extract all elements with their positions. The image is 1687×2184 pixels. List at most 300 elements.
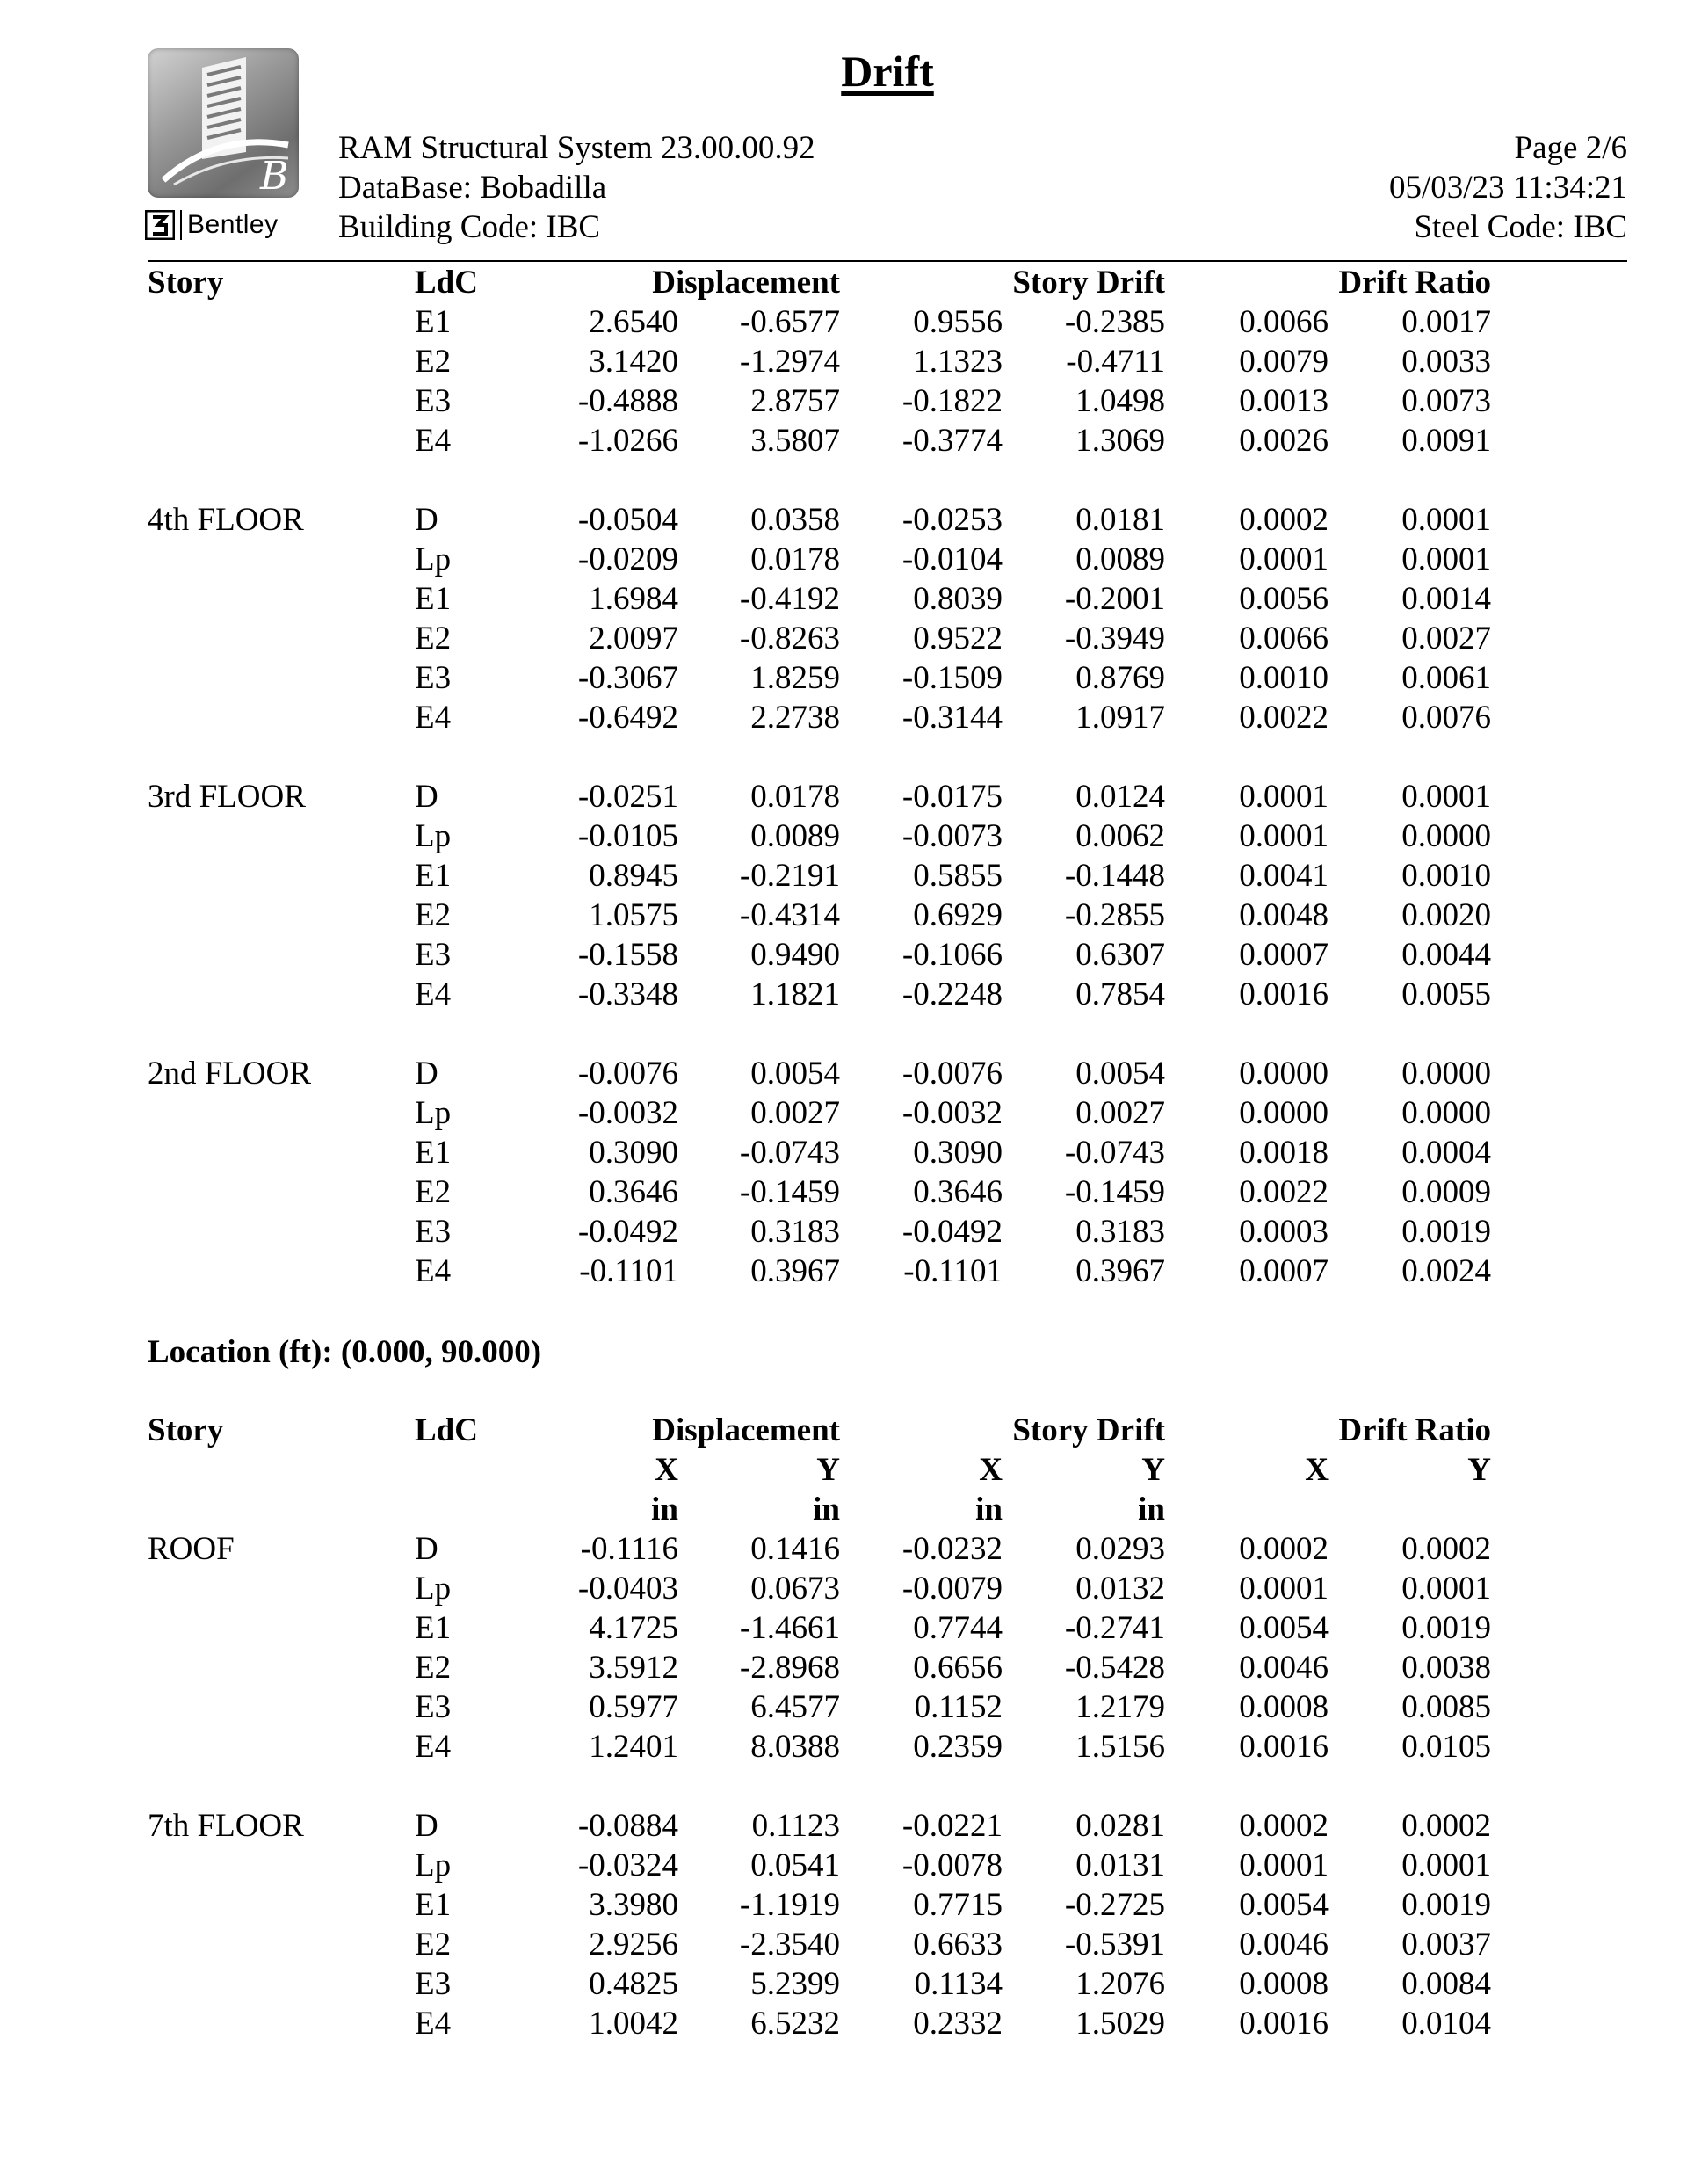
- drift-x-value: 0.6656: [913, 1650, 1003, 1686]
- drift-x-value: 0.1134: [914, 1966, 1003, 2002]
- disp-x-value: -0.0324: [577, 1847, 678, 1883]
- ratio-y-value: 0.0002: [1401, 1808, 1491, 1844]
- table-row: [0, 658, 1687, 698]
- drift-y-value: 0.0124: [1075, 779, 1165, 815]
- ratio-y-value: 0.0038: [1401, 1650, 1491, 1686]
- table-row: [0, 1806, 1687, 1846]
- load-case: E1: [415, 1887, 452, 1923]
- col-displacement: Displacement: [652, 265, 840, 301]
- disp-y-value: 0.1416: [750, 1531, 840, 1567]
- disp-x-value: 1.0042: [589, 2006, 678, 2042]
- drift-x-value: 0.7715: [913, 1887, 1003, 1923]
- drift-x-value: 0.3646: [913, 1174, 1003, 1210]
- drift-y-value: 0.0054: [1075, 1056, 1165, 1092]
- disp-y-value: 0.0027: [750, 1095, 840, 1131]
- table-row: [0, 975, 1687, 1014]
- load-case: E3: [415, 1966, 452, 2002]
- table-row: [0, 816, 1687, 856]
- disp-y-value: 3.5807: [750, 423, 840, 459]
- table2-header: [0, 1411, 1687, 1450]
- disp-x-value: 0.8945: [589, 858, 678, 894]
- page-number: Page 2/6: [1514, 130, 1627, 166]
- ratio-y-value: 0.0020: [1401, 897, 1491, 933]
- table-row: [0, 856, 1687, 896]
- col-story: Story: [148, 265, 224, 301]
- story-name: 7th FLOOR: [148, 1808, 304, 1844]
- drift-y-value: 0.0281: [1075, 1808, 1165, 1844]
- disp-x-value: -0.3067: [577, 660, 678, 696]
- disp-y-value: 6.5232: [750, 2006, 840, 2042]
- load-case: E2: [415, 1650, 452, 1686]
- table-row: [0, 1054, 1687, 1093]
- disp-x-value: -0.1558: [577, 937, 678, 973]
- ratio-y-value: 0.0105: [1401, 1729, 1491, 1765]
- ratio-x-value: 0.0008: [1239, 1966, 1329, 2002]
- ratio-x-value: 0.0026: [1239, 423, 1329, 459]
- ratio-x-value: 0.0079: [1239, 344, 1329, 380]
- disp-y-value: -1.1919: [739, 1887, 840, 1923]
- page-title: Drift: [841, 47, 934, 96]
- brand-separator: [180, 210, 182, 240]
- ratio-y-value: 0.0091: [1401, 423, 1491, 459]
- table-row: [0, 1846, 1687, 1885]
- location-label: Location (ft): (0.000, 90.000): [148, 1334, 542, 1370]
- drift-y-value: -0.2001: [1064, 581, 1165, 617]
- disp-x-value: 3.1420: [589, 344, 678, 380]
- axis-y-label: Y: [1467, 1452, 1491, 1488]
- bentley-b-icon: [145, 210, 175, 240]
- unit-label: in: [1138, 1491, 1165, 1527]
- table-row: [0, 1885, 1687, 1925]
- ratio-x-value: 0.0016: [1239, 2006, 1329, 2042]
- ratio-y-value: 0.0037: [1401, 1926, 1491, 1963]
- ratio-x-value: 0.0013: [1239, 383, 1329, 419]
- table-row: [0, 1569, 1687, 1608]
- drift-y-value: 0.0131: [1075, 1847, 1165, 1883]
- table-row: [0, 777, 1687, 816]
- disp-y-value: -0.0743: [739, 1135, 840, 1171]
- load-case: E1: [415, 1135, 452, 1171]
- story-name: 4th FLOOR: [148, 502, 304, 538]
- story-name: 2nd FLOOR: [148, 1056, 312, 1092]
- table-row: [0, 1252, 1687, 1291]
- load-case: Lp: [415, 1095, 452, 1131]
- disp-y-value: 0.0358: [750, 502, 840, 538]
- building-code: Building Code: IBC: [338, 209, 601, 245]
- drift-y-value: 0.0062: [1075, 818, 1165, 854]
- ratio-y-value: 0.0073: [1401, 383, 1491, 419]
- drift-y-value: -0.5391: [1064, 1926, 1165, 1963]
- drift-y-value: 1.5156: [1075, 1729, 1165, 1765]
- ratio-y-value: 0.0019: [1401, 1214, 1491, 1250]
- drift-y-value: 1.3069: [1075, 423, 1165, 459]
- disp-y-value: 0.0054: [750, 1056, 840, 1092]
- disp-x-value: 2.0097: [589, 620, 678, 657]
- disp-x-value: -0.0105: [577, 818, 678, 854]
- drift-x-value: 0.9522: [913, 620, 1003, 657]
- ratio-x-value: 0.0001: [1239, 1847, 1329, 1883]
- table-row: [0, 381, 1687, 421]
- disp-y-value: -0.8263: [739, 620, 840, 657]
- drift-y-value: 0.0089: [1075, 541, 1165, 577]
- load-case: Lp: [415, 1847, 452, 1883]
- database-name: DataBase: Bobadilla: [338, 170, 607, 206]
- ratio-x-value: 0.0016: [1239, 976, 1329, 1012]
- disp-y-value: -2.3540: [739, 1926, 840, 1963]
- disp-x-value: -0.0209: [577, 541, 678, 577]
- drift-x-value: -0.3144: [901, 700, 1003, 736]
- ratio-y-value: 0.0024: [1401, 1253, 1491, 1289]
- disp-y-value: 6.4577: [750, 1689, 840, 1725]
- unit-label: in: [813, 1491, 840, 1527]
- unit-label: in: [651, 1491, 678, 1527]
- drift-y-value: -0.5428: [1064, 1650, 1165, 1686]
- ratio-x-value: 0.0054: [1239, 1610, 1329, 1646]
- ratio-y-value: 0.0055: [1401, 976, 1491, 1012]
- disp-x-value: 0.3090: [589, 1135, 678, 1171]
- drift-y-value: -0.2855: [1064, 897, 1165, 933]
- disp-x-value: 1.6984: [589, 581, 678, 617]
- load-case: E4: [415, 2006, 452, 2042]
- table-row: [0, 421, 1687, 461]
- drift-x-value: -0.0232: [901, 1531, 1003, 1567]
- drift-y-value: -0.0743: [1064, 1135, 1165, 1171]
- table-row: [0, 302, 1687, 342]
- disp-y-value: 0.0089: [750, 818, 840, 854]
- disp-y-value: 0.3967: [750, 1253, 840, 1289]
- ratio-x-value: 0.0001: [1239, 818, 1329, 854]
- ratio-y-value: 0.0000: [1401, 1095, 1491, 1131]
- drift-y-value: 1.5029: [1075, 2006, 1165, 2042]
- ratio-y-value: 0.0001: [1401, 541, 1491, 577]
- table-row: [0, 1687, 1687, 1727]
- drift-x-value: 0.5855: [913, 858, 1003, 894]
- disp-y-value: -0.1459: [739, 1174, 840, 1210]
- table-row: [0, 896, 1687, 935]
- drift-x-value: -0.0221: [901, 1808, 1003, 1844]
- drift-y-value: 0.0027: [1075, 1095, 1165, 1131]
- disp-x-value: -0.3348: [577, 976, 678, 1012]
- bentley-brand: [145, 207, 279, 243]
- drift-y-value: -0.2741: [1064, 1610, 1165, 1646]
- drift-y-value: -0.1448: [1064, 858, 1165, 894]
- disp-x-value: 3.5912: [589, 1650, 678, 1686]
- drift-x-value: 0.9556: [913, 304, 1003, 340]
- col-story-drift: Story Drift: [1012, 265, 1165, 301]
- disp-x-value: -0.0492: [577, 1214, 678, 1250]
- ratio-x-value: 0.0046: [1239, 1926, 1329, 1963]
- drift-y-value: -0.4711: [1066, 344, 1165, 380]
- drift-y-value: 0.0181: [1075, 502, 1165, 538]
- disp-y-value: -1.4661: [739, 1610, 840, 1646]
- ratio-x-value: 0.0046: [1239, 1650, 1329, 1686]
- drift-x-value: -0.3774: [901, 423, 1003, 459]
- disp-y-value: 2.2738: [750, 700, 840, 736]
- drift-x-value: 0.2359: [913, 1729, 1003, 1765]
- load-case: E4: [415, 976, 452, 1012]
- drift-y-value: 0.7854: [1075, 976, 1165, 1012]
- load-case: E4: [415, 423, 452, 459]
- drift-x-value: -0.0175: [901, 779, 1003, 815]
- ratio-x-value: 0.0022: [1239, 1174, 1329, 1210]
- ratio-y-value: 0.0076: [1401, 700, 1491, 736]
- load-case: E3: [415, 383, 452, 419]
- drift-x-value: -0.0078: [901, 1847, 1003, 1883]
- load-case: E3: [415, 937, 452, 973]
- disp-y-value: 5.2399: [750, 1966, 840, 2002]
- disp-x-value: 0.4825: [589, 1966, 678, 2002]
- col-drift-ratio: Drift Ratio: [1338, 1412, 1491, 1448]
- disp-x-value: -0.0076: [577, 1056, 678, 1092]
- ratio-y-value: 0.0001: [1401, 1571, 1491, 1607]
- table-row: [0, 698, 1687, 737]
- ratio-y-value: 0.0001: [1401, 779, 1491, 815]
- load-case: E4: [415, 1253, 452, 1289]
- ratio-y-value: 0.0000: [1401, 818, 1491, 854]
- disp-y-value: 8.0388: [750, 1729, 840, 1765]
- disp-y-value: -2.8968: [739, 1650, 840, 1686]
- drift-y-value: -0.3949: [1064, 620, 1165, 657]
- table-row: [0, 1727, 1687, 1767]
- ratio-x-value: 0.0018: [1239, 1135, 1329, 1171]
- ratio-x-value: 0.0000: [1239, 1056, 1329, 1092]
- ratio-y-value: 0.0014: [1401, 581, 1491, 617]
- drift-y-value: -0.2385: [1064, 304, 1165, 340]
- table-row: [0, 500, 1687, 540]
- disp-y-value: 0.9490: [750, 937, 840, 973]
- ratio-x-value: 0.0056: [1239, 581, 1329, 617]
- disp-y-value: 0.0673: [750, 1571, 840, 1607]
- disp-x-value: -0.0251: [577, 779, 678, 815]
- table-row: [0, 1212, 1687, 1252]
- ratio-y-value: 0.0019: [1401, 1610, 1491, 1646]
- load-case: E2: [415, 620, 452, 657]
- ratio-x-value: 0.0008: [1239, 1689, 1329, 1725]
- steel-code: Steel Code: IBC: [1414, 209, 1627, 245]
- load-case: E1: [415, 304, 452, 340]
- table-row: [0, 1964, 1687, 2004]
- ratio-y-value: 0.0002: [1401, 1531, 1491, 1567]
- drift-x-value: -0.0076: [901, 1056, 1003, 1092]
- load-case: E3: [415, 1689, 452, 1725]
- drift-y-value: 1.2179: [1075, 1689, 1165, 1725]
- load-case: D: [415, 1531, 438, 1567]
- ratio-y-value: 0.0027: [1401, 620, 1491, 657]
- disp-x-value: 1.0575: [589, 897, 678, 933]
- disp-y-value: 0.0541: [750, 1847, 840, 1883]
- disp-x-value: -0.1101: [579, 1253, 678, 1289]
- ratio-y-value: 0.0033: [1401, 344, 1491, 380]
- ratio-x-value: 0.0001: [1239, 779, 1329, 815]
- drift-x-value: 0.2332: [913, 2006, 1003, 2042]
- col-story: Story: [148, 1412, 224, 1448]
- disp-x-value: -0.0884: [577, 1808, 678, 1844]
- ratio-x-value: 0.0002: [1239, 1808, 1329, 1844]
- table-row: [0, 1093, 1687, 1133]
- disp-x-value: 0.3646: [589, 1174, 678, 1210]
- axis-y-label: Y: [816, 1452, 840, 1488]
- drift-x-value: 0.8039: [913, 581, 1003, 617]
- ratio-x-value: 0.0007: [1239, 937, 1329, 973]
- drift-x-value: -0.1822: [901, 383, 1003, 419]
- ratio-y-value: 0.0017: [1401, 304, 1491, 340]
- disp-x-value: -0.1116: [580, 1531, 678, 1567]
- ratio-x-value: 0.0002: [1239, 1531, 1329, 1567]
- story-name: ROOF: [148, 1531, 235, 1567]
- load-case: E2: [415, 344, 452, 380]
- drift-x-value: -0.0079: [901, 1571, 1003, 1607]
- col-ldc: LdC: [415, 265, 478, 301]
- ratio-y-value: 0.0009: [1401, 1174, 1491, 1210]
- load-case: D: [415, 1056, 438, 1092]
- table-row: [0, 1133, 1687, 1172]
- drift-x-value: -0.0253: [901, 502, 1003, 538]
- drift-y-value: -0.1459: [1064, 1174, 1165, 1210]
- disp-x-value: -0.0403: [577, 1571, 678, 1607]
- header-divider: [148, 260, 1627, 262]
- drift-x-value: -0.0104: [901, 541, 1003, 577]
- table-row: [0, 619, 1687, 658]
- ratio-y-value: 0.0001: [1401, 502, 1491, 538]
- table1-header: [0, 263, 1687, 302]
- drift-y-value: 1.0917: [1075, 700, 1165, 736]
- disp-x-value: 1.2401: [589, 1729, 678, 1765]
- load-case: E1: [415, 1610, 452, 1646]
- drift-x-value: -0.0073: [901, 818, 1003, 854]
- disp-y-value: -0.4314: [739, 897, 840, 933]
- ratio-x-value: 0.0016: [1239, 1729, 1329, 1765]
- drift-x-value: -0.1101: [903, 1253, 1003, 1289]
- disp-x-value: -0.6492: [577, 700, 678, 736]
- ratio-x-value: 0.0010: [1239, 660, 1329, 696]
- ratio-x-value: 0.0000: [1239, 1095, 1329, 1131]
- load-case: E4: [415, 700, 452, 736]
- table-row: [0, 1529, 1687, 1569]
- load-case: E1: [415, 858, 452, 894]
- drift-x-value: -0.0032: [901, 1095, 1003, 1131]
- axis-y-label: Y: [1141, 1452, 1165, 1488]
- drift-y-value: 0.8769: [1075, 660, 1165, 696]
- table-row: [0, 540, 1687, 579]
- drift-x-value: 0.1152: [914, 1689, 1003, 1725]
- disp-x-value: 4.1725: [589, 1610, 678, 1646]
- disp-y-value: 1.1821: [750, 976, 840, 1012]
- ratio-x-value: 0.0066: [1239, 620, 1329, 657]
- report-datetime: 05/03/23 11:34:21: [1389, 170, 1627, 206]
- disp-y-value: 2.8757: [750, 383, 840, 419]
- axis-x-label: X: [1305, 1452, 1329, 1488]
- table-row: [0, 579, 1687, 619]
- ratio-y-value: 0.0004: [1401, 1135, 1491, 1171]
- program-version: RAM Structural System 23.00.00.92: [338, 130, 815, 166]
- load-case: E4: [415, 1729, 452, 1765]
- ratio-x-value: 0.0002: [1239, 502, 1329, 538]
- disp-y-value: -0.4192: [739, 581, 840, 617]
- axis-x-label: X: [979, 1452, 1003, 1488]
- table-row: [0, 2004, 1687, 2043]
- drift-y-value: 0.0293: [1075, 1531, 1165, 1567]
- ratio-x-value: 0.0041: [1239, 858, 1329, 894]
- ratio-x-value: 0.0007: [1239, 1253, 1329, 1289]
- ratio-y-value: 0.0084: [1401, 1966, 1491, 2002]
- ratio-x-value: 0.0001: [1239, 541, 1329, 577]
- drift-x-value: 0.7744: [913, 1610, 1003, 1646]
- ratio-x-value: 0.0001: [1239, 1571, 1329, 1607]
- disp-x-value: -0.4888: [577, 383, 678, 419]
- disp-x-value: 2.9256: [589, 1926, 678, 1963]
- ratio-y-value: 0.0001: [1401, 1847, 1491, 1883]
- table2-axis-header: [0, 1450, 1687, 1490]
- disp-y-value: 0.3183: [750, 1214, 840, 1250]
- load-case: E3: [415, 1214, 452, 1250]
- disp-x-value: 2.6540: [589, 304, 678, 340]
- disp-y-value: 1.8259: [750, 660, 840, 696]
- table-row: [0, 342, 1687, 381]
- ratio-x-value: 0.0048: [1239, 897, 1329, 933]
- drift-x-value: -0.2248: [901, 976, 1003, 1012]
- col-story-drift: Story Drift: [1012, 1412, 1165, 1448]
- load-case: Lp: [415, 1571, 452, 1607]
- table-row: [0, 1925, 1687, 1964]
- disp-x-value: -1.0266: [577, 423, 678, 459]
- ratio-y-value: 0.0019: [1401, 1887, 1491, 1923]
- bentley-wordmark: Bentley: [187, 210, 279, 239]
- drift-x-value: -0.1509: [901, 660, 1003, 696]
- drift-y-value: 0.6307: [1075, 937, 1165, 973]
- drift-x-value: -0.1066: [901, 937, 1003, 973]
- load-case: Lp: [415, 541, 452, 577]
- drift-x-value: 0.3090: [913, 1135, 1003, 1171]
- table2-unit-header: [0, 1490, 1687, 1529]
- table-row: [0, 1648, 1687, 1687]
- drift-x-value: 0.6633: [913, 1926, 1003, 1963]
- axis-x-label: X: [655, 1452, 678, 1488]
- load-case: E2: [415, 1174, 452, 1210]
- ratio-y-value: 0.0000: [1401, 1056, 1491, 1092]
- col-drift-ratio: Drift Ratio: [1338, 265, 1491, 301]
- unit-label: in: [975, 1491, 1003, 1527]
- drift-x-value: -0.0492: [901, 1214, 1003, 1250]
- load-case: E1: [415, 581, 452, 617]
- ratio-y-value: 0.0061: [1401, 660, 1491, 696]
- drift-x-value: 1.1323: [913, 344, 1003, 380]
- ratio-x-value: 0.0066: [1239, 304, 1329, 340]
- load-case: D: [415, 1808, 438, 1844]
- disp-x-value: -0.0504: [577, 502, 678, 538]
- col-ldc: LdC: [415, 1412, 478, 1448]
- load-case: E3: [415, 660, 452, 696]
- ratio-y-value: 0.0010: [1401, 858, 1491, 894]
- disp-x-value: 3.3980: [589, 1887, 678, 1923]
- load-case: D: [415, 779, 438, 815]
- drift-x-value: 0.6929: [913, 897, 1003, 933]
- drift-y-value: 0.0132: [1075, 1571, 1165, 1607]
- table-row: [0, 1172, 1687, 1212]
- story-name: 3rd FLOOR: [148, 779, 306, 815]
- load-case: Lp: [415, 818, 452, 854]
- load-case: D: [415, 502, 438, 538]
- ratio-x-value: 0.0022: [1239, 700, 1329, 736]
- ratio-y-value: 0.0085: [1401, 1689, 1491, 1725]
- drift-y-value: 1.0498: [1075, 383, 1165, 419]
- svg-text:B: B: [260, 154, 289, 198]
- disp-y-value: 0.1123: [751, 1808, 840, 1844]
- disp-x-value: -0.0032: [577, 1095, 678, 1131]
- disp-y-value: -0.2191: [739, 858, 840, 894]
- load-case: E2: [415, 1926, 452, 1963]
- drift-y-value: 1.2076: [1075, 1966, 1165, 2002]
- disp-y-value: -1.2974: [739, 344, 840, 380]
